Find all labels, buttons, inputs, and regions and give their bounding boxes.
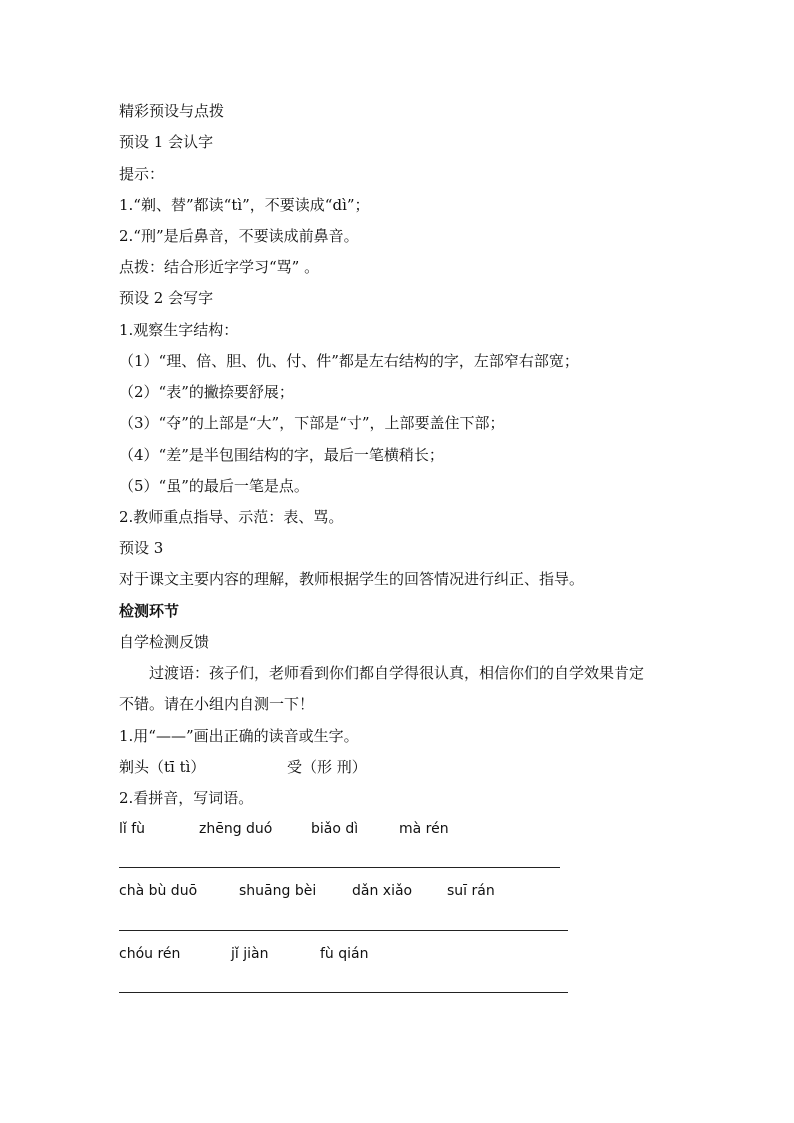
preset-3-heading: 预设 3 — [119, 539, 164, 557]
structure-item-5: （5）“虽”的最后一笔是点。 — [119, 477, 309, 495]
structure-item-3: （3）“夺”的上部是“大”，下部是“寸”，上部要盖住下部； — [119, 414, 505, 432]
pinyin-word: mà rén — [399, 821, 449, 837]
structure-item-4: （4）“差”是半包围结构的字，最后一笔横稍长； — [119, 446, 444, 464]
preset-2-heading: 预设 2 会写字 — [119, 289, 214, 307]
pinyin-word: suī rán — [447, 883, 495, 899]
exercise-1-item-a: 剃头（tī tì） — [119, 758, 206, 776]
pinyin-word: shuāng bèi — [239, 883, 317, 899]
exercise-1-instruction: 1.用“——”画出正确的读音或生字。 — [119, 727, 359, 745]
preset-1-heading: 预设 1 会认字 — [119, 133, 214, 151]
test-section-heading: 检测环节 — [119, 602, 180, 620]
section-title: 精彩预设与点拨 — [119, 102, 225, 120]
hint-label: 提示： — [119, 165, 165, 183]
hint-item-2: 2.“刑”是后鼻音，不要读成前鼻音。 — [119, 227, 359, 245]
answer-line-3[interactable] — [119, 992, 568, 993]
transition-text: 过渡语：孩子们，老师看到你们都自学得很认真，相信你们的自学效果肯定 — [149, 664, 645, 682]
teacher-guidance: 2.教师重点指导、示范：表、骂。 — [119, 508, 344, 526]
self-test-heading: 自学检测反馈 — [119, 633, 210, 651]
answer-line-2[interactable] — [119, 930, 568, 931]
pinyin-word: chà bù duō — [119, 883, 198, 899]
structure-item-1: （1）“理、倍、胆、仇、付、件”都是左右结构的字，左部窄右部宽； — [119, 352, 579, 370]
pinyin-word: lǐ fù — [119, 821, 146, 837]
pinyin-word: jǐ jiàn — [231, 946, 269, 962]
transition-text-cont: 不错。请在小组内自测一下！ — [119, 695, 315, 713]
pinyin-word: fù qián — [320, 946, 369, 962]
preset-3-text: 对于课文主要内容的理解，教师根据学生的回答情况进行纠正、指导。 — [119, 570, 585, 588]
pinyin-word: biǎo dì — [311, 821, 359, 837]
hint-item-1: 1.“剃、替”都读“tì”，不要读成“dì”； — [119, 196, 370, 214]
exercise-2-instruction: 2.看拼音，写词语。 — [119, 789, 254, 807]
pinyin-word: chóu rén — [119, 946, 181, 962]
pinyin-word: dǎn xiǎo — [352, 883, 413, 899]
structure-heading: 1.观察生字结构： — [119, 321, 239, 339]
exercise-1-item-b: 受（形 刑） — [287, 758, 367, 776]
answer-line-1[interactable] — [119, 867, 560, 868]
structure-item-2: （2）“表”的撇捺要舒展； — [119, 383, 294, 401]
pinyin-word: zhēng duó — [199, 821, 273, 837]
guidance-text: 点拨：结合形近字学习“骂” 。 — [119, 258, 320, 276]
